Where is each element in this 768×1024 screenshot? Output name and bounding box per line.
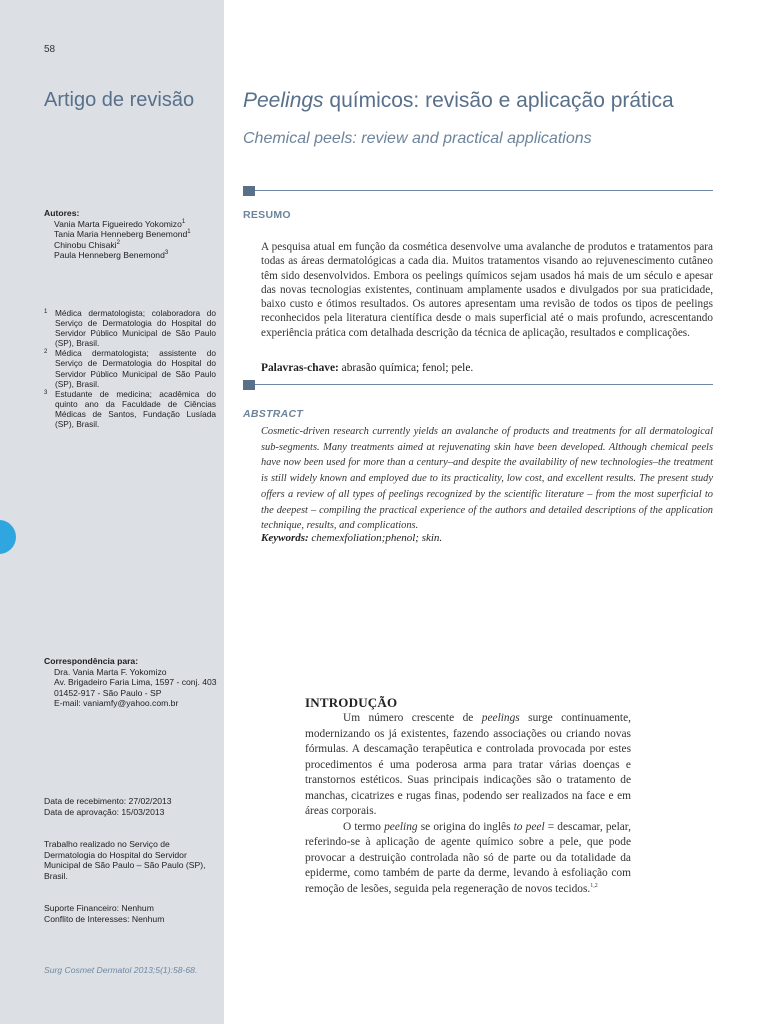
author-item: Tania Maria Henneberg Benemond$^1$ (54, 229, 191, 240)
correspondence-label: Correspondência para: (44, 656, 139, 666)
intro-paragraph: O termo peeling se origina do inglês to peel = descamar, pelar, referindo-se à aplicação de agente químico sobre a pele, que pode provocar a destruição controlada não só de parte ou da totalidade da epiderme, como também de parte da derme, levando à esfoliação com remoção de lesões, seguida pela regeneração de novos tecidos.$^{1,2}$ (305, 820, 631, 895)
work-note: Trabalho realizado no Serviço de Dermatologia do Hospital do Servidor Municipal de São Paulo – São Paulo (SP), Brasil. (44, 839, 206, 881)
author-item: Paula Henneberg Benemond$^3$ (54, 250, 169, 261)
authors-block (44, 208, 191, 261)
intro-heading: INTRODUÇÃO (305, 695, 398, 710)
abstract-text: Cosmetic-driven research currently yields an avalanche of products and treatments for all dermatological sub-segments. Many treatments aimed at rejuvenating skin have been developed. Although chemical peels have now been used for more than a century–and despite the availability of new technologies–the treatment is still widely known and employed due to its practicality, low cost, and excellent results. The present study offers a review of all types of peelings recognized by the scientific literature – from the most superficial to the deepest – compiling the practical experience of the authors and detailed descriptions of the application technique, results, and complications. (261, 426, 713, 532)
approved-date: Data de aprovação: 15/03/2013 (44, 806, 165, 817)
abstract-keywords: Keywords: chemexfoliation;phenol; skin. (261, 532, 443, 544)
affiliation-item: 1 Médica dermatologista; colaboradora do Serviço de Dermatologia do Hospital do Servidor Público Municipal de São Paulo (SP), Brasil. (44, 308, 216, 349)
correspondence-line: Dra. Vania Marta F. Yokomizo (54, 666, 167, 677)
affiliation-item: 2 Médica dermatologista; assistente do Serviço de Dermatologia do Hospital do Servidor Público Municipal de São Paulo (SP), Brasil. (44, 348, 216, 389)
correspondence-email: E-mail: vaniamfy@yahoo.com.br (54, 698, 179, 709)
article-subtitle: Chemical peels: review and practical applications (243, 130, 592, 147)
divider (255, 190, 713, 191)
resumo-keywords: Palavras-chave: abrasão química; fenol; pele. (261, 362, 474, 374)
intro-text (305, 711, 631, 897)
section-label: Artigo de revisão (44, 89, 195, 111)
journal-citation: Surg Cosmet Dermatol 2013;5(1):58-68. (44, 965, 198, 975)
resumo-heading: RESUMO (243, 209, 291, 221)
received-date: Data de recebimento: 27/02/2013 (44, 796, 172, 806)
dates-block (44, 796, 172, 817)
article-title: Peelings químicos: revisão e aplicação prática (243, 89, 674, 112)
affiliation-item: 3 Estudante de medicina; acadêmica do quinto ano da Faculdade de Ciências Médicas de Santos, Fundação Lusíada (SP), Brasil. (44, 388, 216, 430)
abstract-heading: ABSTRACT (243, 408, 304, 420)
conflict-of-interest: Conflito de Interesses: Nenhum (44, 913, 165, 924)
rule-marker (243, 186, 255, 196)
affiliations (44, 308, 216, 429)
financial-support: Suporte Financeiro: Nenhum (44, 903, 154, 913)
funding-block (44, 903, 164, 924)
section-tab-marker (0, 520, 16, 554)
page-number: 58 (44, 44, 56, 55)
rule-marker (243, 380, 255, 390)
correspondence-line: Av. Brigadeiro Faria Lima, 1597 - conj. 403 (54, 677, 217, 688)
authors-label: Autores: (44, 208, 80, 218)
correspondence-line: 01452-917 - São Paulo - SP (54, 687, 162, 698)
resumo-text: A pesquisa atual em função da cosmética desenvolve uma avalanche de produtos e tratamentos para todas as áreas dermatológicas a cada dia. Muitos tratamentos visando ao rejuvenescimento cutâneo têm sido desenvolvidos. Embora os peelings químicos sejam usados há mais de um século e apesar das novas tecnologias existentes, continuam amplamente usados e divulgados por sua praticidade, baixo custo e ótimos resultados. Os autores apresentam uma revisão de todos os tipos de peelings reconhecidos pela literatura científica desde o mais superficial até o mais profundo, acrescentando experiência prática com detalhada descrição da técnica de aplicação, resultados e complicações. (261, 241, 713, 339)
intro-paragraph: Um número crescente de peelings surge continuamente, modernizando os já existentes, fazendo associações ou criando novas fórmulas. A descamação terapêutica e controlada provocada por estes procedimentos é uma poderosa arma para tratar várias doenças e transtornos estéticos. Suas principais indicações são o tratamento de manchas, cicatrizes e rugas finas, podendo ser realizados na face e em áreas corporais. (305, 712, 631, 817)
sidebar (0, 0, 224, 1024)
correspondence-block (44, 656, 217, 709)
author-item: Vania Marta Figueiredo Yokomizo$^1$ (54, 218, 186, 229)
author-item: Chinobu Chisaki$^2$ (54, 239, 120, 250)
divider (255, 384, 713, 385)
